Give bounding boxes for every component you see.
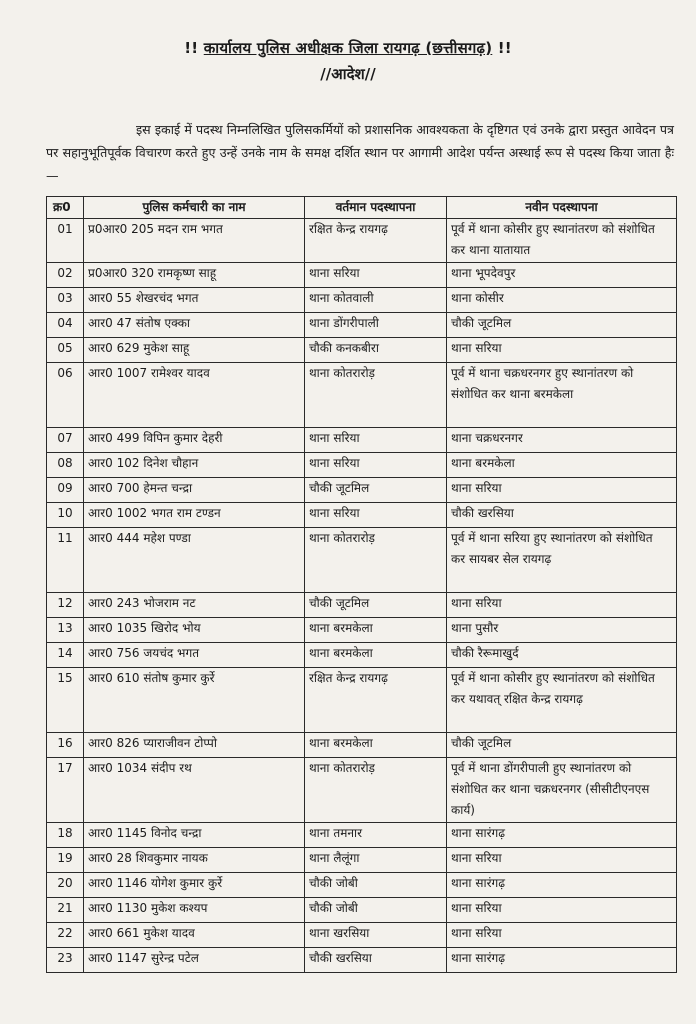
serial-cell: 21: [47, 898, 84, 923]
employee-name-cell: आर0 610 संतोष कुमार कुर्रे: [84, 668, 305, 733]
current-posting-cell: चौकी कनकबीरा: [305, 338, 447, 363]
current-posting-cell: चौकी जूटमिल: [305, 478, 447, 503]
current-posting-cell: थाना कोतरारोड़: [305, 528, 447, 593]
current-posting-cell: रक्षित केन्द्र रायगढ़: [305, 219, 447, 263]
table-row: [47, 923, 677, 948]
current-posting-cell: चौकी जोबी: [305, 898, 447, 923]
table-row: [47, 313, 677, 338]
table-row: [47, 823, 677, 848]
current-posting-cell: थाना सरिया: [305, 263, 447, 288]
new-posting-cell: पूर्व में थाना सरिया हुए स्थानांतरण को संशोधित कर सायबर सेल रायगढ़: [447, 528, 677, 593]
serial-cell: 03: [47, 288, 84, 313]
employee-name-cell: आर0 700 हेमन्त चन्द्रा: [84, 478, 305, 503]
serial-cell: 01: [47, 219, 84, 263]
serial-cell: 14: [47, 643, 84, 668]
new-posting-cell: थाना सरिया: [447, 923, 677, 948]
table-row: [47, 263, 677, 288]
new-posting-cell: चौकी रैरूमाखुर्द: [447, 643, 677, 668]
employee-name-cell: आर0 1145 विनोद चन्द्रा: [84, 823, 305, 848]
new-posting-cell: थाना सरिया: [447, 898, 677, 923]
serial-cell: 23: [47, 948, 84, 973]
employee-name-cell: आर0 661 मुकेश यादव: [84, 923, 305, 948]
new-posting-cell: थाना पुसौर: [447, 618, 677, 643]
current-posting-cell: थाना लैलूंगा: [305, 848, 447, 873]
employee-name-cell: प्र0आर0 320 रामकृष्ण साहू: [84, 263, 305, 288]
current-posting-cell: थाना कोतवाली: [305, 288, 447, 313]
table-row: [47, 363, 677, 428]
new-posting-cell: थाना चक्रधरनगर: [447, 428, 677, 453]
employee-name-cell: आर0 444 महेश पण्डा: [84, 528, 305, 593]
serial-cell: 18: [47, 823, 84, 848]
current-posting-cell: थाना बरमकेला: [305, 733, 447, 758]
serial-cell: 20: [47, 873, 84, 898]
serial-cell: 13: [47, 618, 84, 643]
header-serial: क्र0: [47, 197, 84, 219]
table-row: [47, 618, 677, 643]
current-posting-cell: चौकी जूटमिल: [305, 593, 447, 618]
serial-cell: 22: [47, 923, 84, 948]
table-row: [47, 948, 677, 973]
table-row: [47, 453, 677, 478]
current-posting-cell: थाना सरिया: [305, 503, 447, 528]
new-posting-cell: पूर्व में थाना चक्रधरनगर हुए स्थानांतरण को संशोधित कर थाना बरमकेला: [447, 363, 677, 428]
employee-name-cell: आर0 243 भोजराम नट: [84, 593, 305, 618]
employee-name-cell: आर0 1007 रामेश्वर यादव: [84, 363, 305, 428]
serial-cell: 12: [47, 593, 84, 618]
table-row: [47, 758, 677, 823]
current-posting-cell: थाना डोंगरीपाली: [305, 313, 447, 338]
serial-cell: 02: [47, 263, 84, 288]
header-current-posting: वर्तमान पदस्थापना: [305, 197, 447, 219]
current-posting-cell: रक्षित केन्द्र रायगढ़: [305, 668, 447, 733]
serial-cell: 16: [47, 733, 84, 758]
serial-cell: 08: [47, 453, 84, 478]
employee-name-cell: आर0 499 विपिन कुमार देहरी: [84, 428, 305, 453]
serial-cell: 09: [47, 478, 84, 503]
table-row: [47, 288, 677, 313]
employee-name-cell: आर0 47 संतोष एक्का: [84, 313, 305, 338]
employee-name-cell: आर0 1034 संदीप रथ: [84, 758, 305, 823]
table-row: [47, 528, 677, 593]
serial-cell: 06: [47, 363, 84, 428]
new-posting-cell: चौकी खरसिया: [447, 503, 677, 528]
table-row: [47, 668, 677, 733]
current-posting-cell: थाना बरमकेला: [305, 618, 447, 643]
employee-name-cell: आर0 102 दिनेश चौहान: [84, 453, 305, 478]
employee-name-cell: आर0 1147 सुरेन्द्र पटेल: [84, 948, 305, 973]
order-heading: //आदेश//: [320, 65, 376, 83]
header-new-posting: नवीन पदस्थापना: [447, 197, 677, 219]
new-posting-cell: पूर्व में थाना डोंगरीपाली हुए स्थानांतरण को संशोधित कर थाना चक्रधरनगर (सीसीटीएनएस कार्य): [447, 758, 677, 823]
table-row: [47, 338, 677, 363]
current-posting-cell: चौकी जोबी: [305, 873, 447, 898]
table-row: [47, 848, 677, 873]
serial-cell: 04: [47, 313, 84, 338]
new-posting-cell: थाना सरिया: [447, 478, 677, 503]
employee-name-cell: आर0 1035 खिरोद भोय: [84, 618, 305, 643]
employee-name-cell: आर0 629 मुकेश साहू: [84, 338, 305, 363]
new-posting-cell: थाना सारंगढ़: [447, 823, 677, 848]
current-posting-cell: थाना तमनार: [305, 823, 447, 848]
new-posting-cell: थाना सरिया: [447, 338, 677, 363]
new-posting-cell: थाना सारंगढ़: [447, 873, 677, 898]
serial-cell: 07: [47, 428, 84, 453]
new-posting-cell: थाना कोसीर: [447, 288, 677, 313]
current-posting-cell: थाना सरिया: [305, 453, 447, 478]
serial-cell: 19: [47, 848, 84, 873]
serial-cell: 10: [47, 503, 84, 528]
employee-name-cell: आर0 826 प्याराजीवन टोप्पो: [84, 733, 305, 758]
current-posting-cell: थाना सरिया: [305, 428, 447, 453]
current-posting-cell: थाना खरसिया: [305, 923, 447, 948]
new-posting-cell: चौकी जूटमिल: [447, 733, 677, 758]
employee-name-cell: आर0 28 शिवकुमार नायक: [84, 848, 305, 873]
table-row: [47, 428, 677, 453]
table-row: [47, 503, 677, 528]
title-main: कार्यालय पुलिस अधीक्षक जिला रायगढ़ (छत्तीसगढ़): [203, 39, 493, 57]
new-posting-cell: थाना सारंगढ़: [447, 948, 677, 973]
employee-name-cell: आर0 55 शेखरचंद भगत: [84, 288, 305, 313]
table-body: [47, 219, 677, 973]
table-row: [47, 593, 677, 618]
employee-name-cell: आर0 1130 मुकेश कश्यप: [84, 898, 305, 923]
serial-cell: 05: [47, 338, 84, 363]
current-posting-cell: थाना कोतरारोड़: [305, 758, 447, 823]
table-row: [47, 643, 677, 668]
serial-cell: 15: [47, 668, 84, 733]
employee-name-cell: आर0 756 जयचंद भगत: [84, 643, 305, 668]
serial-cell: 17: [47, 758, 84, 823]
employee-name-cell: आर0 1002 भगत राम टण्डन: [84, 503, 305, 528]
new-posting-cell: थाना बरमकेला: [447, 453, 677, 478]
current-posting-cell: चौकी खरसिया: [305, 948, 447, 973]
current-posting-cell: थाना कोतरारोड़: [305, 363, 447, 428]
transfer-table: [46, 196, 677, 973]
table-row: [47, 478, 677, 503]
new-posting-cell: पूर्व में थाना कोसीर हुए स्थानांतरण को संशोधित कर थाना यातायात: [447, 219, 677, 263]
intro-paragraph: इस इकाई में पदस्थ निम्नलिखित पुलिसकर्मियों को प्रशासनिक आवश्यकता के दृष्टिगत एवं उनके द्वारा प्रस्तुत आवेदन पत्र पर सहानुभूतिपूर्वक विचारण करते हुए उन्हें उनके नाम के समक्ष दर्शित स्थान पर आगामी आदेश पर्यन्त अस्थाई रूप से पदस्थ किया जाता हैः—: [46, 122, 674, 183]
new-posting-cell: थाना भूपदेवपुर: [447, 263, 677, 288]
table-row: [47, 733, 677, 758]
table-row: [47, 219, 677, 263]
serial-cell: 11: [47, 528, 84, 593]
title-prefix: !!: [184, 39, 204, 57]
title-suffix: !!: [492, 39, 512, 57]
office-title: [0, 38, 696, 58]
new-posting-cell: थाना सरिया: [447, 848, 677, 873]
table-row: [47, 898, 677, 923]
new-posting-cell: चौकी जूटमिल: [447, 313, 677, 338]
header-name: पुलिस कर्मचारी का नाम: [84, 197, 305, 219]
employee-name-cell: प्र0आर0 205 मदन राम भगत: [84, 219, 305, 263]
current-posting-cell: थाना बरमकेला: [305, 643, 447, 668]
new-posting-cell: थाना सरिया: [447, 593, 677, 618]
employee-name-cell: आर0 1146 योगेश कुमार कुर्रे: [84, 873, 305, 898]
table-header-row: [47, 197, 677, 219]
new-posting-cell: पूर्व में थाना कोसीर हुए स्थानांतरण को संशोधित कर यथावत् रक्षित केन्द्र रायगढ़: [447, 668, 677, 733]
table-row: [47, 873, 677, 898]
